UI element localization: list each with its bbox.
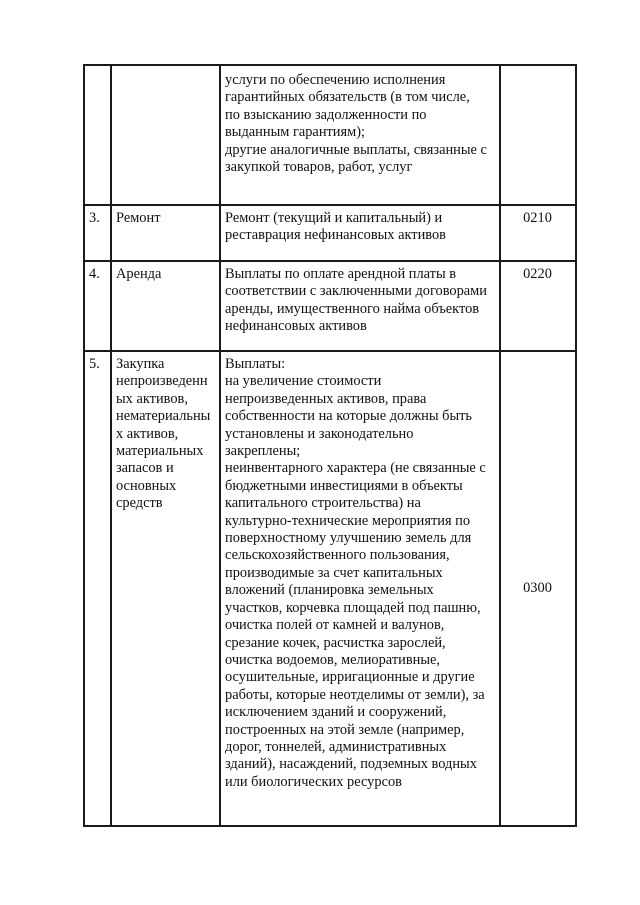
row-number-cell (84, 65, 111, 205)
item-name-line: материальных (116, 443, 204, 460)
description-line: Ремонт (текущий и капитальный) и (225, 210, 443, 226)
description-cell (220, 205, 500, 261)
description-line: закупкой товаров, работ, услуг (225, 159, 413, 176)
item-name-cell (111, 261, 220, 351)
description-line: построенных на этой земле (например, (225, 721, 465, 738)
item-name-line: х активов, (116, 425, 179, 442)
description-line: Выплаты по оплате арендной платы в (225, 266, 457, 282)
description-line: закреплены; (225, 443, 301, 460)
description-line: осушительные, ирригационные и другие (225, 669, 475, 686)
description-line: капитального строительства) на (225, 495, 421, 512)
item-name-line: непроизведенн (116, 373, 208, 390)
item-name-cell (111, 351, 220, 826)
description-cell (220, 261, 500, 351)
row-number-cell: 5. (84, 351, 111, 826)
description-line: соответствии с заключенными договорами (225, 283, 487, 300)
table-row (84, 261, 576, 351)
description-line: зданий), насаждений, подземных водных (225, 756, 477, 773)
description-line: вложений (планировка земельных (225, 582, 434, 599)
description-line: поверхностному улучшению земель для (225, 530, 472, 547)
row-number-cell: 4. (84, 261, 111, 351)
row-number-cell: 3. (84, 205, 111, 261)
item-name-line: Аренда (116, 266, 162, 282)
description-line: непроизведенных активов, права (225, 390, 427, 407)
description-line: услуги по обеспечению исполнения (225, 72, 446, 88)
description-line: сельскохозяйственного пользования, (225, 547, 450, 564)
description-line: участков, корчевка площадей под пашню, (225, 599, 481, 616)
description-line: культурно-технические мероприятия по (225, 512, 471, 529)
description-line: очистка полей от камней и валунов, (225, 617, 445, 634)
description-line: очистка водоемов, мелиоративные, (225, 651, 440, 668)
description-line: нефинансовых активов (225, 318, 367, 335)
item-name-line: основных (116, 477, 177, 494)
table-row (84, 65, 576, 205)
description-line: реставрация нефинансовых активов (225, 227, 446, 244)
description-line: Выплаты: (225, 356, 286, 372)
description-line: гарантийных обязательств (в том числе, (225, 89, 470, 106)
code-cell: 0300 (500, 351, 576, 826)
expense-classification-table (83, 64, 577, 827)
description-line: установлены и законодательно (225, 425, 414, 442)
code-cell: 0210 (500, 205, 576, 261)
description-line: аренды, имущественного найма объектов (225, 300, 480, 317)
item-name-line: Закупка (116, 356, 165, 372)
description-line: производимые за счет капитальных (225, 564, 443, 581)
item-name-line: Ремонт (116, 210, 161, 226)
description-cell (220, 351, 500, 826)
code-cell: 0220 (500, 261, 576, 351)
description-line: исключением зданий и сооружений, (225, 704, 447, 721)
description-line: выданным гарантиям); (225, 124, 366, 141)
item-name-line: средств (116, 495, 163, 512)
item-name-line: нематериальны (116, 408, 211, 425)
item-name-line: ых активов, (116, 390, 188, 407)
description-line: срезание кочек, расчистка зарослей, (225, 634, 446, 651)
table-row (84, 351, 576, 826)
description-line: работы, которые неотделимы от земли), за (225, 686, 485, 703)
description-line: собственности на которые должны быть (225, 408, 472, 425)
description-line: или биологических ресурсов (225, 773, 402, 790)
description-line: на увеличение стоимости (225, 373, 382, 390)
item-name-cell (111, 65, 220, 205)
table-row (84, 205, 576, 261)
description-line: по взысканию задолженности по (225, 106, 427, 123)
description-line: дорог, тоннелей, административных (225, 738, 447, 755)
description-cell (220, 65, 500, 205)
item-name-line: запасов и (116, 460, 174, 477)
description-line: неинвентарного характера (не связанные с (225, 460, 486, 477)
description-line: бюджетными инвестициями в объекты (225, 477, 463, 494)
code-cell (500, 65, 576, 205)
description-line: другие аналогичные выплаты, связанные с (225, 141, 487, 158)
item-name-cell (111, 205, 220, 261)
